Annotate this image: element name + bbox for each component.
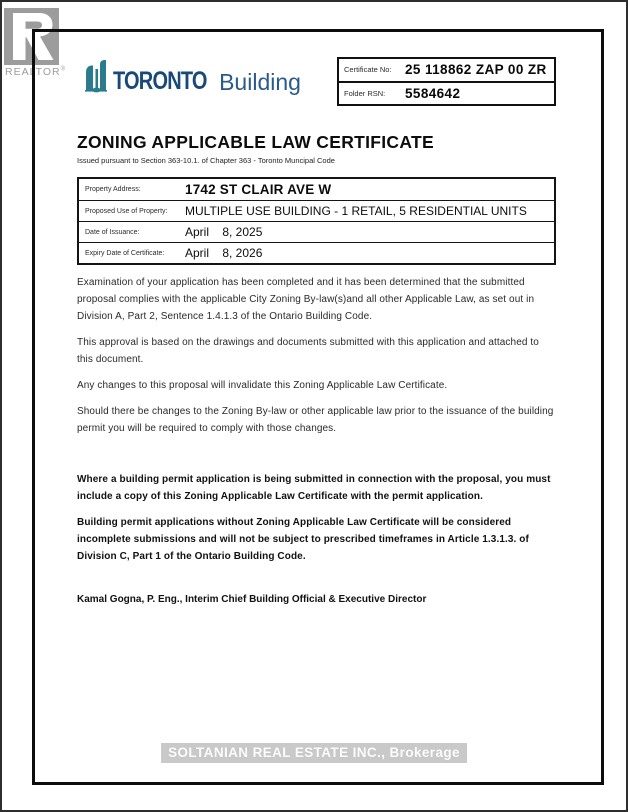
date-of-issuance-value: April 8, 2025 xyxy=(185,225,263,239)
document-title: ZONING APPLICABLE LAW CERTIFICATE xyxy=(77,132,434,152)
bold-paragraph: Where a building permit application is being submitted in connection with the proposal, you must include a copy of this Zoning Applicable Law Certificate with the permit application. xyxy=(77,474,551,502)
building-wordmark: Building xyxy=(219,68,301,95)
signature-line: Kamal Gogna, P. Eng., Interim Chief Building Official & Executive Director xyxy=(77,594,427,605)
certificate-no-row xyxy=(339,59,554,81)
property-address-value: 1742 ST CLAIR AVE W xyxy=(185,182,332,197)
brokerage-watermark: SOLTANIAN REAL ESTATE INC., Brokerage xyxy=(161,743,467,763)
proposed-use-label: Proposed Use of Property: xyxy=(85,207,168,215)
proposed-use-value: MULTIPLE USE BUILDING - 1 RETAIL, 5 RESIDENTIAL UNITS xyxy=(185,204,527,218)
document-content xyxy=(77,132,556,605)
toronto-building-logo xyxy=(84,58,301,94)
document-subtitle: Issued pursuant to Section 363-10.1. of Chapter 363 - Toronto Muncipal Code xyxy=(77,156,335,165)
folder-rsn-label: Folder RSN: xyxy=(344,88,386,98)
certificate-no-label: Certificate No: xyxy=(344,65,392,75)
body-paragraph: This approval is based on the drawings and documents submitted with this application and attached to this document. xyxy=(77,337,539,365)
proposed-use-row xyxy=(79,200,554,221)
registered-mark: ® xyxy=(60,66,67,73)
expiry-date-value: April 8, 2026 xyxy=(185,246,263,260)
realtor-r-icon xyxy=(4,8,59,65)
bold-paragraph: Building permit applications without Zoning Applicable Law Certificate will be considered incomplete submissions and will not be subject to prescribed timeframes in Article 1.3.1.3. of Division C, Part 1 of the Ontario Building Code. xyxy=(77,517,529,562)
certificate-no-value: 25 118862 ZAP 00 ZR xyxy=(405,62,547,78)
property-address-row xyxy=(79,179,554,200)
city-hall-icon xyxy=(84,59,108,93)
date-of-issuance-row xyxy=(79,221,554,242)
body-paragraph: Examination of your application has been completed and it has been determined that the submitted proposal complies with the applicable City Zoning By-law(s)and all other Applicable Law, as set out in Division A, Part 2, Sentence 1.4.1.3 of the Ontario Building Code. xyxy=(77,277,535,322)
expiry-date-label: Expiry Date of Certificate: xyxy=(85,249,165,257)
bold-notice-block xyxy=(77,471,556,565)
realtor-label: REALTOR® xyxy=(5,66,67,78)
property-table xyxy=(77,177,556,265)
folder-rsn-row xyxy=(339,81,554,105)
realtor-logo xyxy=(4,8,78,78)
date-of-issuance-label: Date of Issuance: xyxy=(85,228,140,236)
body-paragraph: Any changes to this proposal will invalidate this Zoning Applicable Law Certificate. xyxy=(77,380,448,391)
property-address-label: Property Address: xyxy=(85,186,141,193)
folder-rsn-value: 5584642 xyxy=(405,85,461,101)
expiry-date-row xyxy=(79,242,554,263)
certificate-number-box xyxy=(337,57,556,106)
toronto-wordmark: TORONTO xyxy=(113,67,207,95)
body-paragraph: Should there be changes to the Zoning By-law or other applicable law prior to the issuance of the building permit you will be required to comply with those changes. xyxy=(77,406,554,434)
